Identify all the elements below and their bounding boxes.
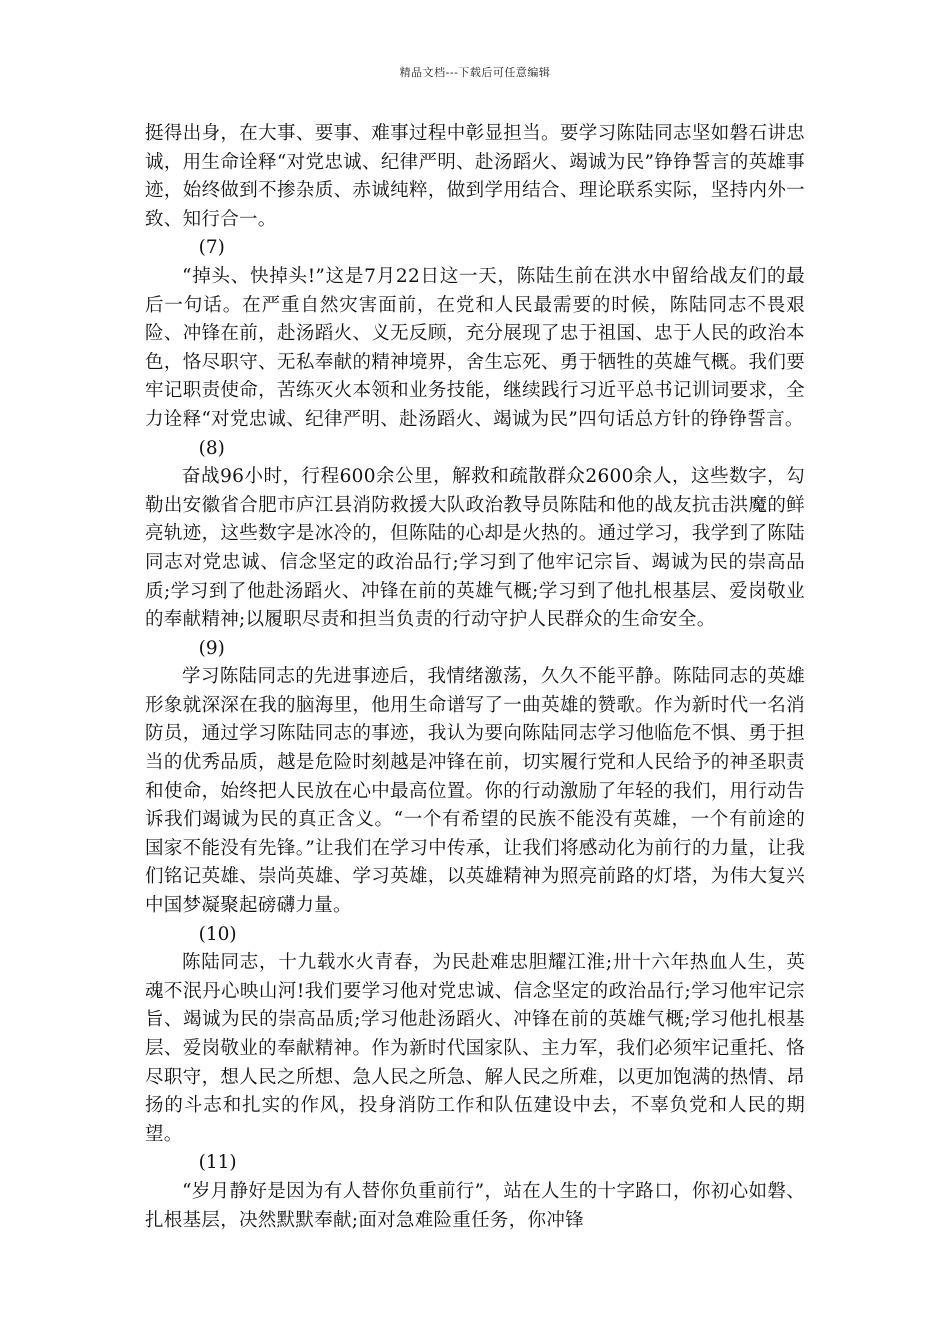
paragraph-intro: 挺得出身，在大事、要事、难事过程中彰显担当。要学习陈陆同志坚如磐石讲忠诚，用生命诠释“对党忠诚、纪律严明、赴汤蹈火、竭诚为民”铮铮誓言的英雄事迹，始终做到不掺杂质、赤诚纯粹，做到学用结合、理论联系实际，坚持内外一致、知行合一。 [145,123,805,230]
section-number-7: (7) [198,237,225,259]
paragraph-10: 陈陆同志，十九载水火青春，为民赴难忠胆耀江淮;卅十六年热血人生，英魂不泯丹心映山河!我们要学习他对党忠诚、信念坚定的政治品行;学习他牢记宗旨、竭诚为民的崇高品质;学习他赴汤蹈火、冲锋在前的英雄气概;学习他扎根基层、爱岗敬业的奉献精神。作为新时代国家队、主力军，我们必须牢记重托、恪尽职守，想人民之所想、急人民之所急、解人民之所难，以更加饱满的热情、昂扬的斗志和扎实的作风，投身消防工作和队伍建设中去，不辜负党和人民的期望。 [145,952,805,1145]
document-body [145,120,805,1235]
paragraph-8: 奋战96小时，行程600余公里，解救和疏散群众2600余人，这些数字，勾勒出安徽省合肥市庐江县消防救援大队政治教导员陈陆和他的战友抗击洪魔的鲜亮轨迹，这些数字是冰冷的，但陈陆的心却是火热的。通过学习，我学到了陈陆同志对党忠诚、信念坚定的政治品行;学习到了他牢记宗旨、竭诚为民的崇高品质;学习到了他赴汤蹈火、冲锋在前的英雄气概;学习到了他扎根基层、爱岗敬业的奉献精神;以履职尽责和担当负责的行动守护人民群众的生命安全。 [145,466,805,631]
section-number-11: (11) [198,1152,237,1174]
section-number-8: (8) [198,437,225,459]
section-number-9: (9) [198,637,225,659]
paragraph-7: “掉头、快掉头!”这是7月22日这一天，陈陆生前在洪水中留给战友们的最后一句话。在严重自然灾害面前，在党和人民最需要的时候，陈陆同志不畏艰险、冲锋在前，赴汤蹈火、义无反顾，充分展现了忠于祖国、忠于人民的政治本色，恪尽职守、无私奉献的精神境界，舍生忘死、勇于牺牲的英雄气概。我们要牢记职责使命，苦练灭火本领和业务技能，继续践行习近平总书记训词要求，全力诠释“对党忠诚、纪律严明、赴汤蹈火、竭诚为民”四句话总方针的铮铮誓言。 [145,265,805,430]
paragraph-9: 学习陈陆同志的先进事迹后，我情绪激荡，久久不能平静。陈陆同志的英雄形象就深深在我的脑海里，他用生命谱写了一曲英雄的赞歌。作为新时代一名消防员，通过学习陈陆同志的事迹，我认为要向陈陆同志学习他临危不惧、勇于担当的优秀品质，越是危险时刻越是冲锋在前，切实履行党和人民给予的神圣职责和使命，始终把人民放在心中最高位置。你的行动激励了年轻的我们，用行动告诉我们竭诚为民的真正含义。“一个有希望的民族不能没有英雄，一个有前途的国家不能没有先锋。”让我们在学习中传承，让我们将感动化为前行的力量，让我们铭记英雄、崇尚英雄、学习英雄，以英雄精神为照亮前路的灯塔，为伟大复兴中国梦凝聚起磅礴力量。 [145,666,805,917]
section-number-10: (10) [198,923,237,945]
page-header: 精品文档---下载后可任意编辑 [399,66,551,79]
paragraph-11: “岁月静好是因为有人替你负重前行”，站在人生的十字路口，你初心如磐、扎根基层，决然默默奉献;面对急难险重任务，你冲锋 [145,1180,805,1231]
